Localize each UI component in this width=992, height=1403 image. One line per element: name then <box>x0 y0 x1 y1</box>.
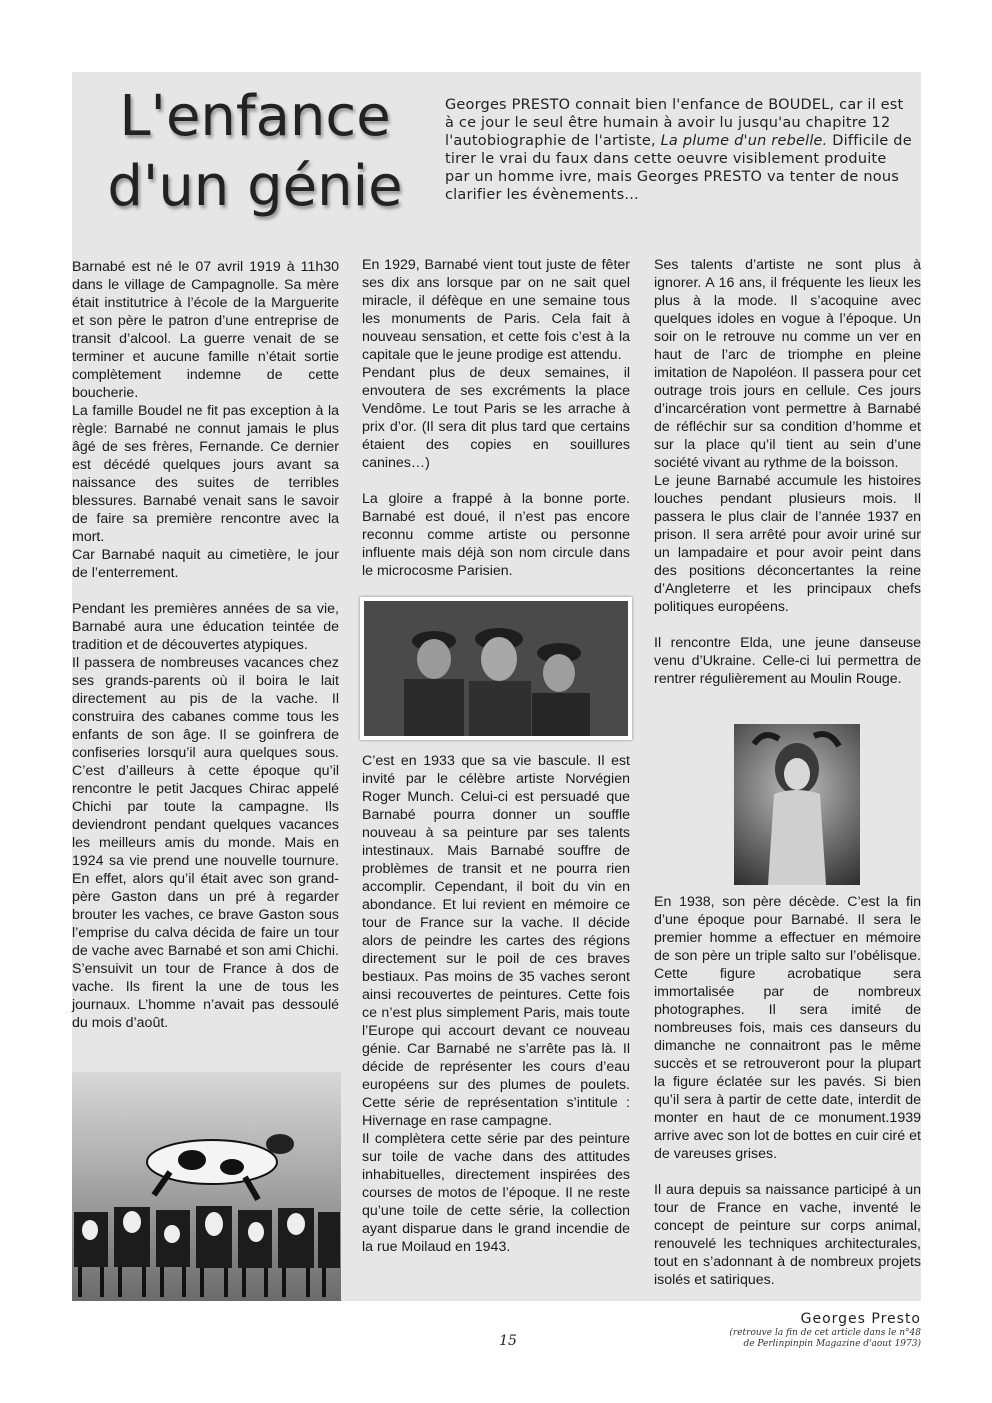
col2-paragraph-4: C’est en 1933 que sa vie bascule. Il est invité par le célèbre artiste Norvégien Roger Munch. Celui-ci est persuadé que Barnabé pourra donner un souffle nouveau à sa peinture par ses talents intestinaux. Mais Barnabé souffre de problèmes de transit et ne pourra rien accomplir. Cependant, il boit du vin en abondance. Et lui revient en mémoire ce tour de France sur la vache. Il décide alors de peindre les cartes des régions directement sur le poil de ces braves bestiaux. Pas moins de 35 vaches seront ainsi recouvertes de peintures. Cette fois ce n’est plus simplement Paris, mais toute l’Europe qui accourt devant ce nouveau génie. Car Barnabé ne s’arrête pas là. Il décide de représenter les cours d’eau européens sur des plumes de poulets. Cette série de représentation s’intitule : Hivernage en rase campagne. <box>362 753 630 1129</box>
col2-paragraph-3: La gloire a frappé à la bonne porte. Barnabé est doué, il n’est pas encore reconnu comme artiste ou personne influente mais déjà son nom circule dans le microcosme Parisien. <box>362 491 630 579</box>
article-title <box>90 82 420 222</box>
column-1 <box>72 258 339 1032</box>
three-boys-photo <box>360 597 632 740</box>
author-signature: Georges Presto <box>800 1311 921 1327</box>
title-line-2: d'un génie <box>107 154 403 219</box>
col3-paragraph-5: Il aura depuis sa naissance participé à un tour de France en vache, inventé le concept de peinture sur corps animal, renouvelé les techniques architecturales, tout en s’adonnant à de nombreux projets isolés et satiriques. <box>654 1182 921 1288</box>
column-2-top <box>362 256 630 580</box>
col1-paragraph-5: Il passera de nombreuses vacances chez ses grands-parents où il boira le lait directement au pis de la vache. Il construira des cabanes comme tous les enfants de son âge. Il se goinfrera de confiseries lorsqu’il aura quelques sous. C’est d’ailleurs à cette époque qu’il rencontre le petit Jacques Chirac appelé Chichi par toute la campagne. Ils deviendront pendant quelques vacances les meilleurs amis du monde. Mais en 1924 sa vie prend une nouvelle tournure. En effet, alors qu’il était avec son grand-père Gaston dans un pré à regarder brouter les vaches, ce brave Gaston sous l’emprise du calva décida de faire un tour de vache avec Barnabé et son ami Chichi. S’ensuivit un tour de France à dos de vache. Ils firent la une de tous les journaux. L’homme n’avait pas dessoulé du mois d’août. <box>72 655 339 1031</box>
title-line-1: L'enfance <box>119 84 391 149</box>
col3-paragraph-4: En 1938, son père décède. C’est la fin d’une époque pour Barnabé. Il sera le premier homme a effectuer en mémoire de son père un triple salto sur l’obélisque. Cette figure acrobatique sera immortalisée par de nombreux photographes. Il sera imité de nombreuses fois, mais ces danseurs du dimanche ne connaitront pas le même succès et se retrouveront pour la plupart la figure éclatée sur les pavés. Si bien qu’il sera à partir de cette date, interdit de monter en haut de ce monument.1939 arrive avec son lot de bottes en cuir ciré et de vareuses grises. <box>654 894 921 1162</box>
col1-paragraph-3: Car Barnabé naquit au cimetière, le jour de l’enterrement. <box>72 547 339 581</box>
column-3-top <box>654 256 921 688</box>
col2-paragraph-2: Pendant plus de deux semaines, il envoutera de ses excréments la place Vendôme. Le tout Paris se les arrache à prix d’or. (Il sera dit plus tard que certains étaient des copies en souillures canines…) <box>362 365 630 471</box>
col3-paragraph-3: Il rencontre Elda, une jeune danseuse venu d’Ukraine. Celle-ci lui permettra de rentrer régulièrement au Moulin Rouge. <box>654 635 921 687</box>
intro-paragraph <box>445 96 915 204</box>
footnote-line-2: de Perlinpinpin Magazine d'aout 1973) <box>743 1339 921 1349</box>
flying-cow-photo <box>72 1072 341 1301</box>
column-2-bottom <box>362 752 630 1256</box>
page-number: 15 <box>499 1333 517 1349</box>
intro-book-title: La plume d'un rebelle. <box>660 133 828 149</box>
col1-paragraph-2: La famille Boudel ne fit pas exception à la règle: Barnabé ne connut jamais le plus âgé de ses frères, Fernande. Ce dernier est décédé quelques jours avant sa naissance des suites de terribles blessures. Barnabé venait sans le savoir de faire sa première rencontre avec la mort. <box>72 403 339 545</box>
column-3-bottom <box>654 893 921 1289</box>
col3-paragraph-1: Ses talents d’artiste ne sont plus à ignorer. A 16 ans, il fréquente les lieux les plus à la mode. Il s’acoquine avec quelques idoles en vogue à l’époque. Un soir on le retrouve nu comme un ver en haut de l’arc de triomphe en pleine imitation de Napoléon. Il passera pour cet outrage trois jours en cellule. Ces jours d’incarcération vont permettre à Barnabé de réfléchir sur sa condition d’homme et sur la place qu’il tient au sein d’une société vivant au rythme de la boisson. <box>654 257 921 471</box>
footnote-line-1: (retrouve la fin de cet article dans le n°48 <box>729 1328 921 1338</box>
col2-paragraph-5: Il complètera cette série par des peinture sur toile de vache dans des attitudes inhabituelles, directement inspirées des courses de motos de l’époque. Il ne reste qu’une toile de cette série, la collection ayant disparue dans le grand incendie de la rue Moilaud en 1943. <box>362 1131 630 1255</box>
col2-paragraph-1: En 1929, Barnabé vient tout juste de fêter ses dix ans lorsque par on ne sait quel miracle, il défèque en une semaine tous les monuments de Paris. Cela fait à nouveau sensation, et cette fois c’est à la capitale que le jeune prodige est attendu. <box>362 257 630 363</box>
col1-paragraph-4: Pendant les premières années de sa vie, Barnabé aura une éducation teintée de tradition et de découvertes atypiques. <box>72 601 339 653</box>
col3-paragraph-2: Le jeune Barnabé accumule les histoires louches pendant plusieurs mois. Il passera le plus clair de l’année 1937 en prison. Il sera arrêté pour avoir uriné sur un lampadaire et pour avoir peint dans des positions déconcertantes la reine d’Angleterre et les principaux chefs politiques européens. <box>654 473 921 615</box>
col1-paragraph-1: Barnabé est né le 07 avril 1919 à 11h30 dans le village de Campagnolle. Sa mère était institutrice à l’école de la Marguerite et son père le patron d’une entreprise de transit d’alcool. La guerre venait de se terminer et aucune famille n’était sortie complètement indemne de cette boucherie. <box>72 259 339 401</box>
intro-text-after: Difficile de tirer le vrai du faux dans cette oeuvre visiblement produite par un homme ivre, mais Georges PRESTO va tenter de nous clarifier les évènements... <box>445 133 912 203</box>
continuation-note <box>640 1328 921 1350</box>
intro-text-before: Georges PRESTO connait bien l'enfance de BOUDEL, car il est à ce jour le seul être humain à avoir lu jusqu'au chapitre 12 l'autobiographie de l'artiste, <box>445 97 904 149</box>
dancer-photo <box>734 724 860 885</box>
